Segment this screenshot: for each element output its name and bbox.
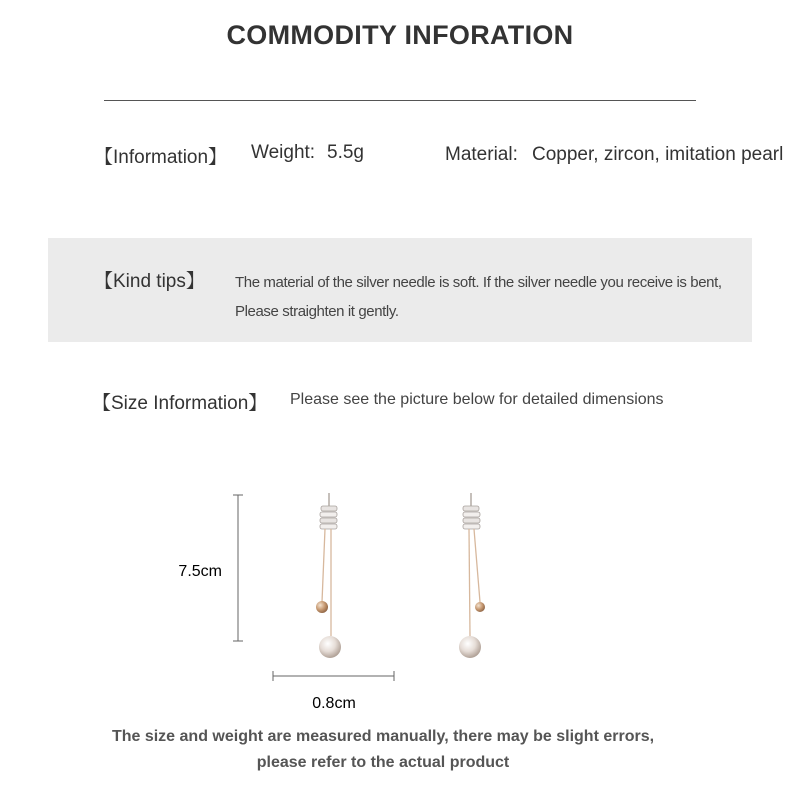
footer-line-2: please refer to the actual product — [256, 754, 510, 771]
footer-line-1: The size and weight are measured manually, there may be slight errors, — [111, 728, 655, 745]
zircon-coil — [463, 506, 480, 529]
gold-bead — [316, 601, 328, 613]
kind-tips-line-2: Please straighten it gently. — [235, 303, 399, 320]
width-dimension-line — [273, 671, 394, 681]
material-label: Material: — [445, 144, 518, 165]
earring-left — [316, 493, 341, 658]
pearl-drop — [319, 636, 341, 658]
earring-right — [459, 493, 485, 658]
gold-bead — [475, 602, 485, 612]
kind-tips-line-1: The material of the silver needle is soft. If the silver needle you receive is bent, — [235, 274, 722, 291]
weight-value: 5.5g — [327, 142, 364, 163]
page-title: COMMODITY INFORATION — [226, 20, 574, 50]
size-information-description: Please see the picture below for detailed dimensions — [290, 391, 664, 408]
height-dimension-line — [233, 495, 243, 641]
size-information-label: 【Size Information】 — [92, 393, 268, 414]
weight-label: Weight: — [251, 142, 316, 163]
kind-tips-label: 【Kind tips】 — [94, 271, 205, 292]
information-label: 【Information】 — [94, 147, 228, 168]
zircon-coil — [320, 506, 337, 529]
material-value: Copper, zircon, imitation pearl — [532, 144, 784, 165]
width-dimension-label: 0.8cm — [312, 695, 356, 712]
pearl-drop — [459, 636, 481, 658]
height-dimension-label: 7.5cm — [178, 563, 222, 580]
footer-disclaimer — [0, 724, 766, 776]
